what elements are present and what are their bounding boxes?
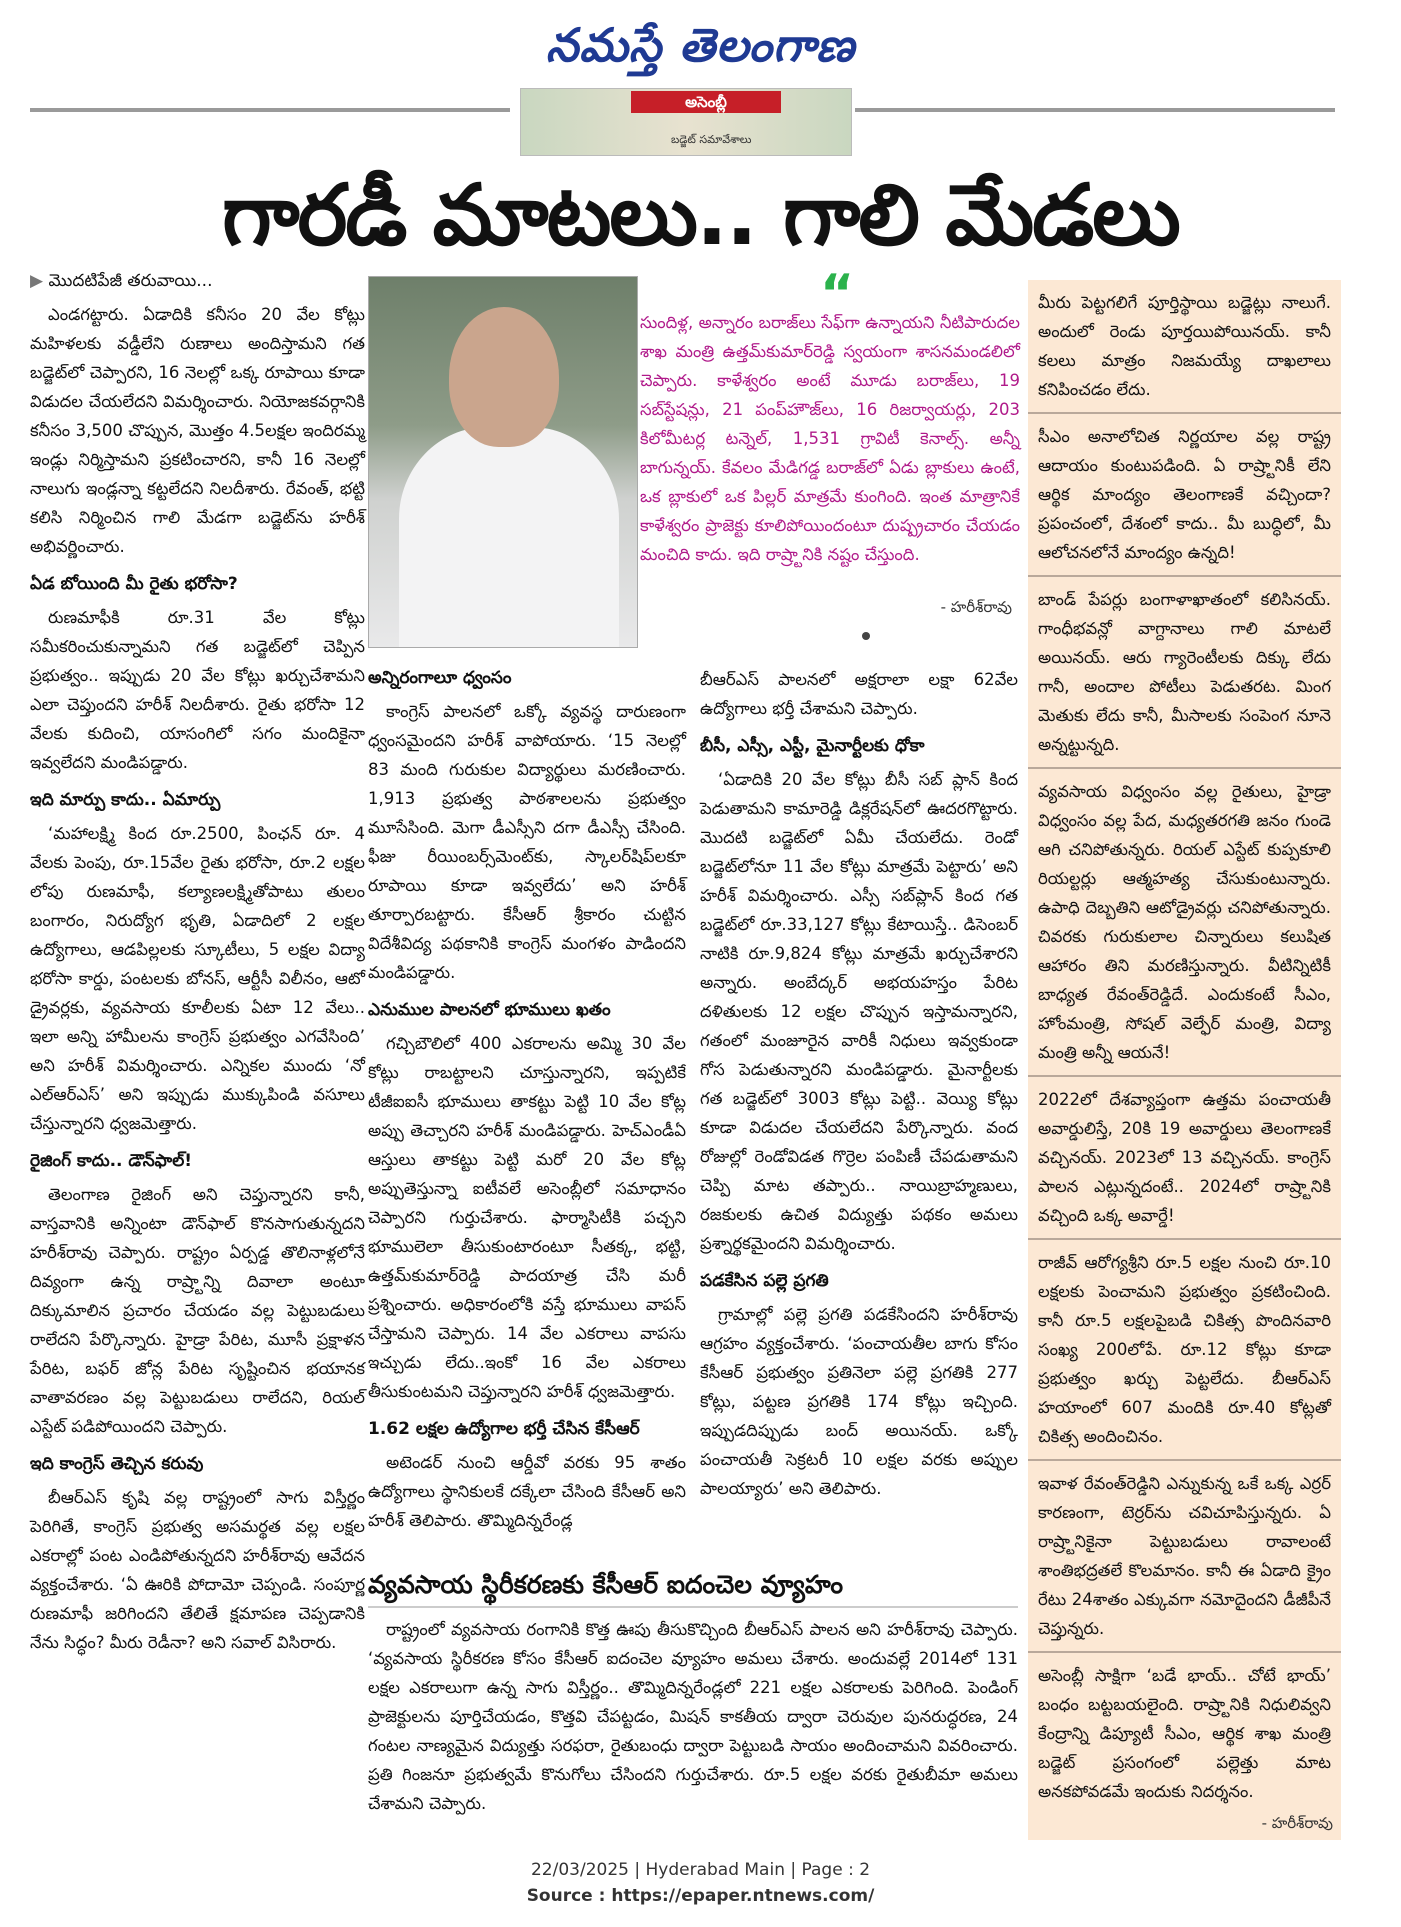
continued-kicker: మొదటిపేజీ తరువాయి... [48,271,213,291]
quote-mark-icon: “ [820,264,855,324]
quote-attribution: - హరీశ్‌రావు [940,598,1012,616]
sidebar-text: అసెంబ్లీ సాక్షిగా ‘బడే భాయ్.. చోటే భాయ్’ బంధం బట్టబయలైంది. రాష్ర్టానికి నిధులివ్వని కేంద్రాన్ని డిప్యూటీ సీఎం, ఆర్థిక శాఖ మంత్రి బడ్జెట్ ప్రసంగంలో పల్లెత్తు మాట అనకపోవడమే ఇందుకు నిదర్శనం. [1038,1666,1331,1801]
subheading: ఏడ బోయింది మీ రైతు భరోసా? [30,574,238,594]
source-link[interactable]: Source : https://epaper.ntnews.com/ [526,1886,875,1906]
bottom-story-headline: వ్యవసాయ స్థిరీకరణకు కేసీఆర్ ఐదంచెల వ్యూహం [368,1568,1018,1608]
subheading: 1.62 లక్షల ఉద్యోగాల భర్తీ చేసిన కేసీఆర్ [368,1419,640,1439]
subheading: పడకేసిన పల్లె ప్రగతి [700,1271,829,1291]
sidebar-text: బాండ్ పేపర్లు బంగాళాఖాతంలో కలిసినయ్. గాంధీభవన్లో వాగ్దానాలు గాలి మాటలే అయినయ్. ఆరు గ్యారెంటీలకు దిక్కు లేదు గానీ, అందాల పోటీలు పెడుతరట. మింగ మెతుకు లేదు కానీ, మీసాలకు సంపెంగ నూనె అన్నట్టున్నది. [1038,590,1331,754]
subheading: ఇది మార్పు కాదు.. ఏమార్పు [30,790,221,810]
sidebar-text: ఇవాళ రేవంత్‌రెడ్డిని ఎన్నుకున్న ఒకే ఒక్క ఎర్రర్ కారణంగా, టెర్రర్‌ను చవిచూపిస్తున్నరు. ఏ రాష్ర్టానికైనా పెట్టుబడులు రావాలంటే శాంతిభద్రతలే కొలమానం. కానీ ఈ ఏడాది క్రైం రేటు 24శాతం ఎక్కువగా నమోదైందని డీజీపీనే చెప్తున్నరు. [1038,1474,1331,1638]
sidebar-text: సీఎం అనాలోచిత నిర్ణయాల వల్ల రాష్ట్ర ఆదాయం కుంటుపడింది. ఏ రాష్ర్టానికీ లేని ఆర్థిక మాంద్యం తెలంగాణకే వచ్చిందా? ప్రపంచంలో, దేశంలో కాదు.. మీ బుద్ధిలో, మీ ఆలోచనలోనే మాంద్యం ఉన్నది! [1038,427,1331,562]
sidebar-block [1028,1240,1341,1461]
quotes-sidebar [1028,280,1341,1840]
sidebar-attribution: - హరీశ్‌రావు [1261,1814,1333,1832]
bottom-story-body [368,1615,1018,1818]
paragraph: గ్రామాల్లో పల్లె ప్రగతి పడకేసిందని హరీశ్‌రావు ఆగ్రహం వ్యక్తంచేశారు. ‘పంచాయతీల బాగు కోసం కేసీఆర్ ప్రభుత్వం ప్రతినెలా పల్లె ప్రగతికి 277 కోట్లు, పట్టణ ప్రగతికి 174 కోట్లు ఇచ్చింది. ఇప్పుడదిప్పుడు బంద్ అయినయ్. ఒక్కో పంచాయతీ సెక్రటరీ 10 లక్షల వరకు అప్పుల పాలయ్యారు’ అని తెలిపారు. [700,1305,1018,1498]
edition-info: 22/03/2025 | Hyderabad Main | Page : 2 [530,1860,871,1880]
paragraph: కాంగ్రెస్ పాలనలో ఒక్కో వ్యవస్థ దారుణంగా ధ్వంసమైందని హరీశ్ వాపోయారు. ‘15 నెలల్లో 83 మంది గురుకుల విద్యార్థులు మరణించారు. 1,913 ప్రభుత్వ పాఠశాలలను ప్రభుత్వం మూసేసింది. మెగా డీఎస్సీని దగా డీఎస్సీ చేసింది. ఫీజు రీయింబర్స్‌మెంట్‌కు, స్కాలర్‌షిప్‌లకూ రూపాయి కూడా ఇవ్వలేదు’ అని హరీశ్ తూర్పారబట్టారు. కేసీఆర్ శ్రీకారం చుట్టిన విదేశీవిద్య పథకానికి కాంగ్రెస్ మంగళం పాడిందని మండిపడ్డారు. [368,702,686,982]
paragraph: బీఆర్‌ఎస్ పాలనలో అక్షరాలా లక్షా 62వేల ఉద్యోగాలు భర్తీ చేశామని చెప్పారు. [700,670,1018,718]
article-column-2 [368,665,686,1541]
subheading: ఎనుముల పాలనలో భూములు ఖతం [368,1000,611,1020]
sidebar-block [1028,1461,1341,1653]
article-column-3 [700,665,1018,1509]
subheading: రైజింగ్ కాదు.. డౌన్‌ఫాల్! [30,1151,193,1171]
quote-text: సుందిళ్ల, అన్నారం బరాజ్‌లు సేఫ్‌గా ఉన్నాయని నీటిపారుదల శాఖ మంత్రి ఉత్తమ్‌కుమార్‌రెడ్డి స్వయంగా శాసనమండలిలో చెప్పారు. కాళేశ్వరం అంటే మూడు బరాజ్‌లు, 19 సబ్‌స్టేషన్లు, 21 పంప్‌హౌజ్‌లు, 16 రిజర్వాయర్లు, 203 కిలోమీటర్ల టన్నెల్, 1,531 గ్రావిటీ కెనాల్స్. అన్నీ బాగున్నయ్. కేవలం మేడిగడ్డ బరాజ్‌లో ఏడు బ్లాకులు ఉంటే, ఒక బ్లాకులో ఒక పిల్లర్ మాత్రమే కుంగింది. ఇంత మాత్రానికే కాళేశ్వరం ప్రాజెక్టు కూలిపోయిందంటూ దుష్ప్రచారం చేయడం మంచిది కాదు. ఇది రాష్ర్టానికి నష్టం చేస్తుంది. [640,313,1020,564]
banner-sublabel: బడ్జెట్ సమావేశాలు [671,133,752,146]
sidebar-block [1028,1077,1341,1240]
sidebar-block [1028,577,1341,769]
sidebar-block [1028,1653,1341,1814]
masthead-rule-right [855,108,1335,112]
sidebar-text: మీరు పెట్టగలిగే పూర్తిస్థాయి బడ్జెట్లు నాలుగే. అందులో రెండు పూర్తయిపోయినయ్. కానీ కలలు మాత్రం నిజమయ్యే దాఖలాలు కనిపించడం లేదు. [1038,293,1331,399]
photo-shirt [399,427,619,648]
subheading: అన్నిరంగాలూ ధ్వంసం [368,668,512,688]
paragraph: అటెండర్ నుంచి ఆర్డీవో వరకు 95 శాతం ఉద్యోగాలు స్థానికులకే దక్కేలా చేసింది కేసీఆర్ అని హరీశ్ తెలిపారు. తొమ్మిదిన్నరేండ్ల [368,1453,686,1530]
paragraph: బీఆర్‌ఎస్ కృషి వల్ల రాష్ట్రంలో సాగు విస్తీర్ణం పెరిగితే, కాంగ్రెస్ ప్రభుత్వ అసమర్థత వల్ల లక్షల ఎకరాల్లో పంట ఎండిపోతున్నదని హరీశ్‌రావు ఆవేదన వ్యక్తంచేశారు. ‘ఏ ఊరికి పోదామో చెప్పండి. సంపూర్ణ రుణమాఫీ జరిగిందని తేలితే క్షమాపణ చెప్పడానికి నేను సిద్ధం? మీరు రెడీనా? అని సవాల్ విసిరారు. [30,1488,365,1652]
subheading: బీసీ, ఎస్సీ, ఎస్టీ, మైనార్టీలకు ధోకా [700,736,925,756]
masthead-rule-left [30,108,510,112]
paragraph: తెలంగాణ రైజింగ్ అని చెప్తున్నారని కానీ, వాస్తవానికి అన్నింటా డౌన్‌ఫాల్ కొనసాగుతున్నదని హరీశ్‌రావు చెప్పారు. రాష్ట్రం ఏర్పడ్డ తొలినాళ్లలోనే దివ్యంగా ఉన్న రాష్ర్టాన్ని దివాలా అంటూ దిక్కుమాలిన ప్రచారం చేయడం వల్ల పెట్టుబడులు రాలేదని పేర్కొన్నారు. హైడ్రా పేరిట, మూసీ ప్రక్షాళన పేరిట, బఫర్ జోన్ల పేరిట సృష్టించిన భయానక వాతావరణం వల్ల పెట్టుబడులు రాలేదని, రియల్ ఎస్టేట్ పడిపోయిందని చెప్పారు. [30,1185,365,1436]
speaker-photo [368,276,638,648]
paragraph: ‘ఏడాదికి 20 వేల కోట్లు బీసీ సబ్ ప్లాన్ కింద పెడుతామని కామారెడ్డి డిక్లరేషన్‌లో ఊదరగొట్టారు. మొదటి బడ్జెట్‌లో ఏమీ చేయలేదు. రెండో బడ్జెట్‌లోనూ 11 వేల కోట్లు మాత్రమే పెట్టారు’ అని హరీశ్ విమర్శించారు. ఎస్సీ సబ్‌ప్లాన్ కింద గత బడ్జెట్‌లో రూ.33,127 కోట్లు కేటాయిస్తే.. డిసెంబర్ నాటికి రూ.9,824 కోట్లు మాత్రమే ఖర్చుచేశారని అన్నారు. అంబేద్కర్ అభయహస్తం పేరిట దళితులకు 12 లక్షల చొప్పున ఇస్తామన్నారని, గతంలో మంజూరైన వారికీ నిధులు ఇవ్వకుండా గోస పెడుతున్నారని మండిపడ్డారు. మైనార్టీలకు గత బడ్జెట్‌లో 3003 కోట్లు పెట్టి.. వెయ్యి కోట్లు కూడా విడుదల చేయలేదని పేర్కొన్నారు. వంద రోజుల్లో రెండోవిడత గొర్రెల పంపిణీ చేపడుతామని చెప్పి మాట తప్పారు.. నాయిబ్రాహ్మణులు, రజకులకు ఉచిత విద్యుత్తు పథకం అమలు ప్రశ్నార్థకమైందని విమర్శించారు. [700,770,1018,1253]
page-headline: గారడీ మాటలు.. గాలి మేడలు [222,166,1179,264]
sidebar-text: రాజీవ్ ఆరోగ్యశ్రీని రూ.5 లక్షల నుంచి రూ.10 లక్షలకు పెంచామని ప్రభుత్వం ప్రకటించింది. కానీ రూ.5 లక్షలపైబడి చికిత్స పొందినవారి సంఖ్య 200లోపే. రూ.12 కోట్లు కూడా ప్రభుత్వం ఖర్చు పెట్టలేదు. బీఆర్‌ఎస్ హయాంలో 607 మందికి రూ.40 కోట్లతో చికిత్స అందించినం. [1038,1253,1331,1446]
banner-label: అసెంబ్లీ [631,91,781,113]
paragraph: రుణమాఫీకి రూ.31 వేల కోట్లు సమీకరించుకున్నామని గత బడ్జెట్‌లో చెప్పిన ప్రభుత్వం.. ఇప్పుడు 20 వేల కోట్లు ఖర్చుచేశామని ఎలా చెప్తుందని హరీశ్ నిలదీశారు. రైతు భరోసా 12 వేలకు కుదించి, యాసంగిలో సగం మందికైనా ఇవ్వలేదని మండిపడ్డారు. [30,608,365,772]
pull-quote [640,264,1020,628]
article-column-1 [30,268,365,1663]
sidebar-block [1028,414,1341,577]
paragraph: ఎండగట్టారు. ఏడాదికి కనీసం 20 వేల కోట్లు మహిళలకు వడ్డీలేని రుణాలు అందిస్తామని గత బడ్జెట్‌లో చెప్పారని, 16 నెలల్లో ఒక్క రూపాయి కూడా విడుదల చేయలేదని విమర్శించారు. నియోజకవర్గానికి కనీసం 3,500 చొప్పున, మొత్తం 4.5లక్షల ఇందిరమ్మ ఇండ్లు నిర్మిస్తామని ప్రకటించారని, కానీ 16 నెలల్లో నాలుగు ఇండ్లన్నా కట్టలేదని నిలదీశారు. రేవంత్, భట్టి కలిసి నిర్మించిన గాలి మేడగా బడ్జెట్‌ను హరీశ్ అభివర్ణించారు. [30,305,365,556]
newspaper-masthead: నమస్తే తెలంగాణ [545,18,856,72]
photo-head [449,307,559,447]
paragraph: ‘మహాలక్ష్మి కింద రూ.2500, పింఛన్ రూ. 4 వేలకు పెంపు, రూ.15వేల రైతు భరోసా, రూ.2 లక్షల లోపు రుణమాఫీ, కల్యాణలక్ష్మితోపాటు తులం బంగారం, నిరుద్యోగ భృతి, ఏడాదిలో 2 లక్షల ఉద్యోగాలు, ఆడపిల్లలకు స్కూటీలు, 5 లక్షల విద్యా భరోసా కార్డు, పంటలకు బోనస్, ఆర్టీసీ విలీనం, ఆటో డ్రైవర్లకు, వ్యవసాయ కూలీలకు ఏటా 12 వేలు.. ఇలా అన్ని హామీలను కాంగ్రెస్ ప్రభుత్వం ఎగవేసింది’ అని హరీశ్ విమర్శించారు. ఎన్నికల ముందు ‘నో ఎల్‌ఆర్‌ఎస్’ అని ఇప్పుడు ముక్కుపిండి వసూలు చేస్తున్నారని ధ్వజమెత్తారు. [30,824,365,1133]
section-banner [520,88,852,156]
sidebar-text: వ్యవసాయ విధ్వంసం వల్ల రైతులు, హైడ్రా విధ్వంసం వల్ల పేద, మధ్యతరగతి జనం గుండె ఆగి చనిపోతున్నరు. రియల్ ఎస్టేట్ కుప్పకూలి రియల్టర్లు ఆత్మహత్య చేసుకుంటున్నారు. ఉపాధి దెబ్బతిని ఆటోడ్రైవర్లు చనిపోతున్నారు. చివరకు గురుకులాల చిన్నారులు కలుషిత ఆహారం తిని మరణిస్తున్నారు. వీటిన్నిటికీ బాధ్యత రేవంత్‌రెడ్డిదే. ఎందుకంటే సీఎం, హోంమంత్రి, సోషల్ వెల్ఫేర్ మంత్రి, విద్యా మంత్రి అన్నీ ఆయనే! [1038,782,1331,1062]
separator-dot [862,632,870,640]
sidebar-block [1028,769,1341,1077]
continued-arrow-icon: ▶ [30,271,49,291]
paragraph: రాష్ట్రంలో వ్యవసాయ రంగానికి కొత్త ఊపు తీసుకొచ్చింది బీఆర్‌ఎస్ పాలన అని హరీశ్‌రావు చెప్పారు. ‘వ్యవసాయ స్థిరీకరణ కోసం కేసీఆర్ ఐదంచెల వ్యూహం అమలు చేశారు. అందువల్లే 2014లో 131 లక్షల ఎకరాలుగా ఉన్న సాగు విస్తీర్ణం.. తొమ్మిదిన్నరేండ్లలో 221 లక్షల ఎకరాలకు పెరిగింది. పెండింగ్ ప్రాజెక్టులను పూర్తిచేయడం, కొత్తవి చేపట్టడం, మిషన్ కాకతీయ ద్వారా చెరువుల పునరుద్ధరణ, 24 గంటల నాణ్యమైన విద్యుత్తు సరఫరా, రైతుబంధు ద్వారా పెట్టుబడి సాయం అందించామని వివరించారు. ప్రతి గింజనూ ప్రభుత్వమే కొనుగోలు చేసిందని గుర్తుచేశారు. రూ.5 లక్షల వరకు రైతుబీమా అమలు చేశామని చెప్పారు. [368,1620,1018,1813]
sidebar-block [1028,280,1341,414]
sidebar-text: 2022లో దేశవ్యాప్తంగా ఉత్తమ పంచాయతీ అవార్డులిస్తే, 20కి 19 అవార్డులు తెలంగాణకే వచ్చినయ్. 2023లో 13 వచ్చినయ్. కాంగ్రెస్ పాలన ఎట్లున్నదంటే.. 2024లో రాష్ర్టానికి వచ్చింది ఒక్క అవార్డే! [1038,1090,1331,1225]
subheading: ఇది కాంగ్రెస్ తెచ్చిన కరువు [30,1454,204,1474]
paragraph: గచ్చిబౌలిలో 400 ఎకరాలను అమ్మి 30 వేల కోట్లు రాబట్టాలని చూస్తున్నారని, ఇప్పటికే టీజీఐఐసీ భూములు తాకట్టు పెట్టి 10 వేల కోట్ల అప్పు తెచ్చారని హరీశ్ మండిపడ్డారు. హెచ్‌ఎండీఏ ఆస్తులు తాకట్టు పెట్టి మరో 20 వేల కోట్ల అప్పుతెస్తున్నా ఐటీవలే అసెంబ్లీలో సమాధానం చెప్పారని గుర్తుచేశారు. ఫార్మాసిటీకి పచ్చని భూములెలా తీసుకుంటారంటూ సీతక్క, భట్టి, ఉత్తమ్‌కుమార్‌రెడ్డి పాదయాత్ర చేసి మరీ ప్రశ్నించారు. అధికారంలోకి వస్తే భూములు వాపస్ చేస్తామని చెప్పారు. 14 వేల ఎకరాలు వాపసు ఇచ్చుడు లేదు..ఇంకో 16 వేల ఎకరాలు తీసుకుంటమని చెప్తున్నారని హరీశ్ ధ్వజమెత్తారు. [368,1034,686,1401]
